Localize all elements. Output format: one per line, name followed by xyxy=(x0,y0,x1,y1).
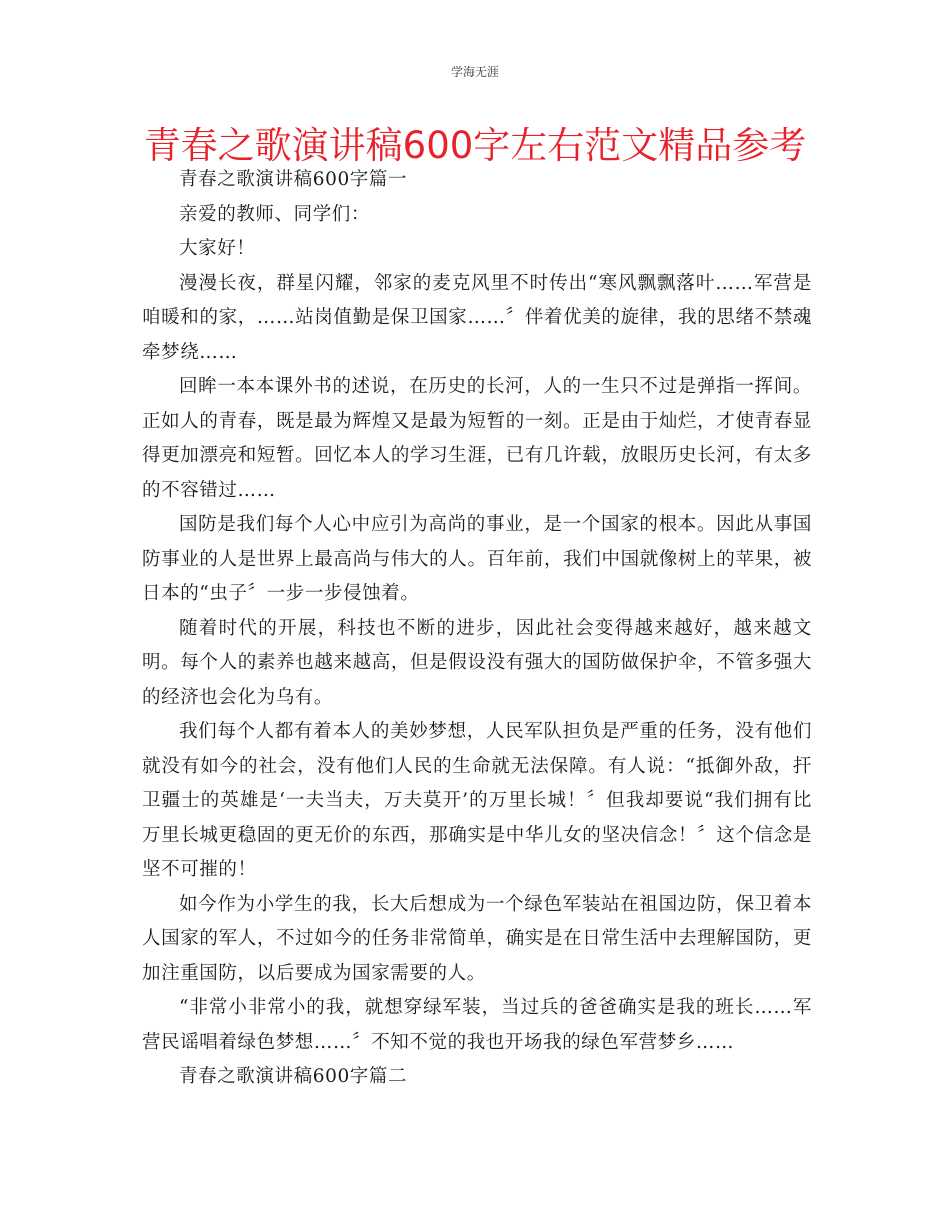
paragraph: 如今作为小学生的我，长大后想成为一个绿色军装站在祖国边防，保卫着本人国家的军人，不过如今的任务非常简单，确实是在日常生活中去理解国防，更加注重国防，以后要成为国家需要的人。 xyxy=(142,893,812,984)
paragraph: 漫漫长夜，群星闪耀，邻家的麦克风里不时传出“寒风飘飘落叶……军营是咱暖和的家，……站岗值勤是保卫国家……〞伴着优美的旋律，我的思绪不禁魂牵梦绕…… xyxy=(142,272,812,363)
paragraph: 国防是我们每个人心中应引为高尚的事业，是一个国家的根本。因此从事国防事业的人是世界上最高尚与伟大的人。百年前，我们中国就像树上的苹果，被日本的“虫子〞一步一步侵蚀着。 xyxy=(142,514,812,604)
section-heading-1: 青春之歌演讲稿600字篇一 xyxy=(179,169,408,190)
paragraph: 我们每个人都有着本人的美妙梦想，人民军队担负是严重的任务，没有他们就没有如今的社会，没有他们人民的生命就无法保障。有人说：“抵御外敌，扞卫疆士的英雄是‘一夫当夫，万夫莫开’的万里长城！〞但我却要说“我们拥有比万里长城更稳固的更无价的东西，那确实是中华儿女的坚决信念！〞这个信念是坚不可摧的！ xyxy=(142,721,812,880)
salutation: 亲爱的教师、同学们： xyxy=(179,203,371,225)
paragraph: “非常小非常小的我，就想穿绿军装，当过兵的爸爸确实是我的班长……军营民谣唱着绿色梦想……〞不知不觉的我也开场我的绿色军营梦乡…… xyxy=(142,997,812,1053)
paragraph: 回眸一本本课外书的述说，在历史的长河，人的一生只不过是弹指一挥间。正如人的青春，既是最为辉煌又是最为短暂的一刻。正是由于灿烂，才使青春显得更加漂亮和短暂。回忆本人的学习生涯，已有几许载，放眼历史长河，有太多的不容错过…… xyxy=(142,376,812,501)
document-title: 青春之歌演讲稿600字左右范文精品参考 xyxy=(143,124,807,167)
paragraph: 随着时代的开展，科技也不断的进步，因此社会变得越来越好，越来越文明。每个人的素养也越来越高，但是假设没有强大的国防做保护伞，不管多强大的经济也会化为乌有。 xyxy=(142,617,812,708)
greeting: 大家好！ xyxy=(179,238,256,259)
document-body xyxy=(142,163,812,1095)
page-header: 学海无涯 xyxy=(450,65,499,79)
section-heading-2: 青春之歌演讲稿600字篇二 xyxy=(179,1066,408,1087)
